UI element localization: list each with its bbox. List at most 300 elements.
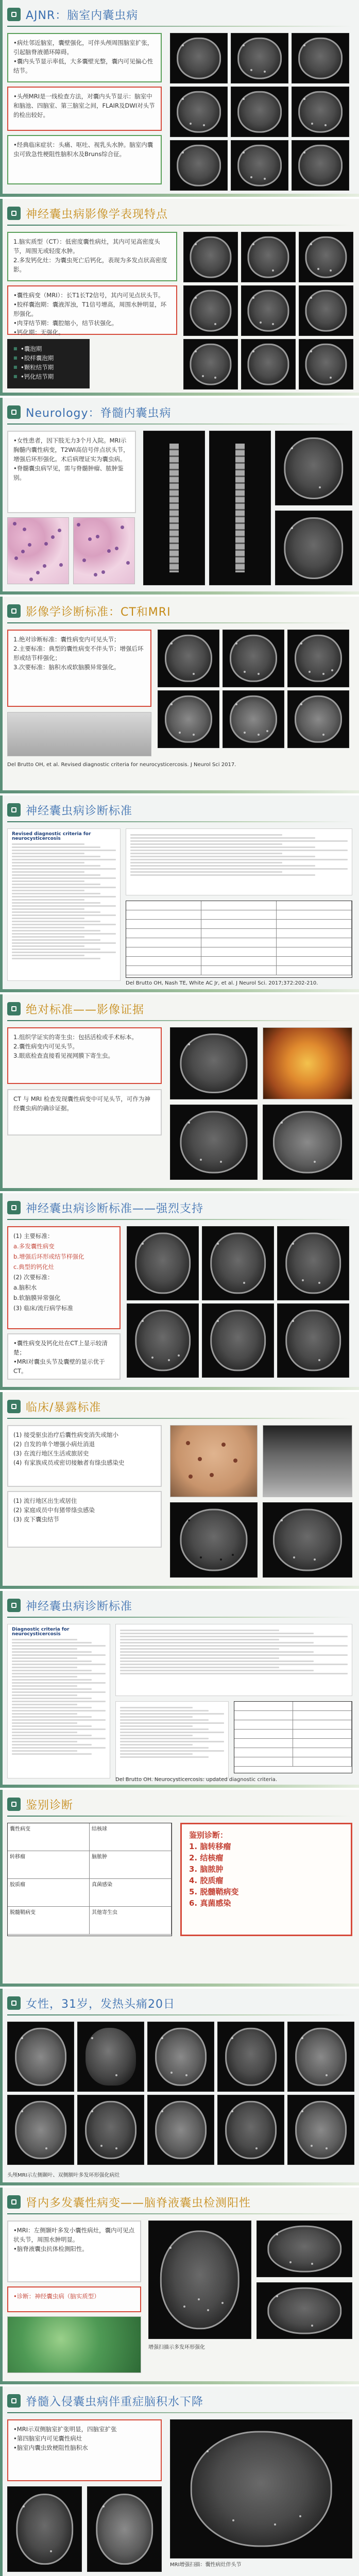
document-line [120,1719,209,1721]
table-cell [201,929,277,938]
document-line [12,1645,106,1647]
title-underline [7,2412,352,2413]
document-line [130,868,348,870]
slide-title-icon [7,207,21,220]
slide-title: 影像学诊断标准：CT和MRI [26,605,171,619]
lesion-mark [220,1558,222,1561]
brain-slice [177,145,221,187]
table-cell: 脑脓肿 [90,1851,172,1878]
lesion-mark [266,730,268,732]
case-caption: 头颅MRI示左侧颞叶、双侧额叶多发环形强化病灶 [7,2173,120,2178]
document-line [120,1664,348,1665]
criteria-table [234,1701,352,1773]
title-underline [7,2014,352,2015]
cell-dot [77,523,80,527]
slide-accent-bottom [0,1586,359,1589]
slide-accent-bottom [0,591,359,595]
document-line [12,1741,77,1742]
document-line [12,1710,106,1711]
square-icon [11,1205,16,1210]
document-line [12,1707,92,1708]
document-line [12,884,100,885]
slide-title-bar [7,999,144,1018]
slide-title: 脊髓入侵囊虫病伴重症脑积水下降 [26,2395,204,2409]
document-line [130,834,282,836]
slide-title-icon [7,1996,21,2010]
brain-slice [230,635,277,682]
lesion-mark [235,642,237,645]
document-line [120,1660,314,1662]
nodule-dot [198,1457,202,1461]
slide-11 [0,1989,359,2188]
table-cell [277,901,352,910]
cell-dot [36,571,40,574]
mri-scan [7,2022,74,2092]
slide-accent-bottom [0,1785,359,1788]
slide-2 [0,199,359,398]
histology-image [7,2316,141,2373]
slide-title-bar [7,602,171,620]
cell-dot [88,537,92,541]
text-box-2: •诊断：神经囊虫病（脑实质型） [7,2286,141,2312]
brain-slice [284,517,343,579]
cell-dot [43,564,46,568]
table-cell [293,1739,352,1748]
document-line [12,1722,77,1724]
slide-6 [0,994,359,1193]
document-line [12,1667,77,1668]
document-line [120,1673,348,1674]
lesion-mark [207,2309,209,2311]
slide-accent-left [0,1591,3,1788]
slide-title: 神经囊虫病诊断标准 [26,804,133,818]
document-line [120,1633,314,1634]
lesion-mark [45,2147,47,2149]
document-line [12,846,100,848]
square-icon [11,410,16,415]
slide-accent-bottom [0,1984,359,1987]
criteria-item: (3) 临床/流行病学标准 [13,1304,73,1312]
brain-slice [96,2494,153,2565]
document-line [12,955,84,956]
document-line [12,893,100,894]
square-icon [11,807,16,812]
brain-slice [180,1111,247,1174]
lesion-mark [258,673,260,675]
document-line [12,877,116,879]
citation: Del Brutto OH, et al. Revised diagnostic criteria for neurocysticercosis. J Neurol Sci 2017. [7,762,236,768]
square-icon [11,2398,16,2403]
slide-title-icon [7,2394,21,2408]
mri-scan [292,140,349,191]
lesion-mark [115,2074,117,2076]
square-icon [11,2001,16,2006]
document-line [12,924,116,925]
lesion-mark [178,1354,180,1357]
nodule-dot [189,1475,193,1479]
document-line [12,942,116,944]
slide-title-bar [7,1397,101,1416]
title-underline [7,225,352,226]
brain-slice [295,696,342,743]
document-line [120,1654,348,1656]
table-cell [234,1748,293,1757]
document-line [12,1728,106,1730]
mri-scan [241,285,296,336]
slide-title: Neurology：脊髓内囊虫病 [26,406,172,420]
text-box-3: •经典临床症状：头痛、呕吐、视乳头水肿。脑室内囊虫可致急性梗阻性脑积水及Bruns综合征。 [7,135,162,184]
brain-slice [210,1310,266,1371]
document-line [12,1673,106,1674]
table-row [126,901,352,910]
document-line [12,865,100,867]
brain-slice [135,1310,191,1371]
brain-slice [298,91,343,133]
brain-slice [16,2494,74,2565]
document-line [120,1630,279,1631]
mri-scan [183,339,238,389]
slide-accent-bottom [0,989,359,992]
cell-dot [29,578,33,581]
document-line [120,1750,224,1752]
document-page [7,1624,110,1778]
lesion-mark [258,734,260,736]
table-cell [126,929,201,938]
slide-accent-left [0,2386,3,2576]
text-box-1: •MRI：左侧颞叶多发小囊性病灶，囊内可见点状头节，周围水肿明显。 •脑脊液囊虫抗体检测阳性。 [7,2221,141,2282]
table-cell [293,1702,352,1710]
document-line [12,859,116,860]
lesion-mark [318,1282,320,1284]
document-line [12,1732,77,1733]
differential-list: 鉴别诊断： 1. 脑转移瘤 2. 结核瘤 3. 脑脓肿 4. 胶质瘤 5. 脱髓鞘病变 6. 真菌感染 [180,1823,352,1936]
document-line [12,874,100,876]
mri-scan [299,285,353,336]
brain-slice [165,696,212,743]
criteria-item: a.多发囊性病变 [13,1243,55,1250]
table-row [234,1730,352,1739]
xray-image [263,1425,352,1497]
text-box-1: •病灶邻近脑室，囊壁强化，可伴头颅周围脑室扩张，引起脑脊液循环障碍。 •囊内头节显示率低，大多囊壁光整，囊内可见偏心性结节。 [7,33,162,82]
spine-image [169,444,179,572]
slide-title-bar [7,1994,175,2012]
text-box-1: 1.组织学证实的寄生虫：包括活检或手术标本。 2.囊性病变内可见头节。 3.眼底检查直接看见视网膜下寄生虫。 [7,1027,162,1084]
lesion-mark [310,297,312,299]
brain-slice [247,344,289,385]
table-cell [277,966,352,975]
lesion-mark [200,1556,202,1558]
slide-5 [0,795,359,994]
criteria-item: (1) 主要标准： [13,1232,54,1240]
document-line [12,1657,77,1659]
table-cell [293,1748,352,1757]
document-line [12,890,84,891]
document-line [12,1735,92,1736]
brain-slice [177,91,221,133]
image-caption: MRI增强扫描：囊性病灶伴头节 [170,2562,242,2568]
document-line [12,1688,92,1690]
mri-scan [183,232,238,282]
table-row [126,929,352,938]
criteria-item: a.脑积水 [13,1284,37,1291]
brain-slice [155,2028,207,2086]
table-cell [277,910,352,919]
lesion-mark [193,673,195,675]
table-row [8,1879,172,1907]
cell-dot [59,563,63,567]
table-cell: 囊性病变 [8,1823,90,1851]
document-line [130,837,315,839]
table-cell [277,920,352,928]
lesion-mark [314,1161,316,1163]
slide-1 [0,0,359,199]
table-row [8,1823,172,1851]
lesion-mark [331,669,333,671]
text-box-1: •MRI示双侧脑室扩张明显，四脑室扩张 •第四脑室内可见囊性病灶 •脑室内囊虫致梗阻性脑积水 [7,2419,162,2481]
document-line [120,1732,224,1733]
table-cell [126,947,201,956]
cell-dot [44,542,48,546]
document-line [12,1639,77,1640]
text-box-2: •头颅MRI是一线检查方法，对囊内头节显示：脑室中和脑池、四脑室、第三脑室之间，FLAIR及DWI对头节的检出较好。 [7,87,162,131]
document-line [130,871,282,873]
document-line [120,1667,279,1668]
lesion-mark [203,124,205,126]
table-cell [201,910,277,919]
title-underline [7,821,352,822]
slide-title-bar [7,801,132,819]
lesion-mark [310,243,312,245]
document-line [130,874,315,876]
document-line [12,899,84,901]
slide-title: AJNR：脑室内囊虫病 [26,9,139,22]
brain-slice [190,236,231,278]
document-line [120,1657,279,1659]
table-row [8,1907,172,1935]
document-line [130,846,315,848]
mri-scan [202,1303,274,1378]
brain-slice [273,1509,342,1571]
lesion-mark [185,2074,187,2076]
document-line [12,1738,106,1739]
lesion-mark [264,178,266,180]
mri-scan [241,339,296,389]
lesion-mark [235,703,237,705]
document-line [130,862,282,863]
brain-slice [155,2101,207,2159]
brain-slice [225,2101,277,2159]
brain-slice [135,1232,191,1294]
mri-scan [209,431,271,585]
slide-accent-bottom [0,2182,359,2185]
document-line [130,853,282,854]
slide-13 [0,2386,359,2576]
lesion-mark [221,2302,224,2304]
document-line [120,1651,314,1653]
document-line [12,896,116,897]
document-line [12,948,100,950]
table-cell: 其他寄生虫 [90,1907,172,1934]
document-line [12,958,100,959]
mri-scan [277,1303,349,1378]
brain-slice [305,290,347,332]
table-row [234,1720,352,1730]
document-line [12,1676,77,1677]
lesion-mark [142,1243,144,1245]
lesion-mark [115,2147,117,2149]
mri-scan [257,2282,352,2339]
document-line [120,1648,279,1650]
slide-title-icon [7,1002,21,1015]
slide-accent-left [0,2188,3,2384]
lesion-mark [23,2505,25,2507]
text-box-1: (1) 接受驱虫治疗后囊性病变消失或缩小 (2) 自发的单个增强小病灶消退 (3) 在流行地区生活或旅居史 (4) 有家族成员或密切接触者有绦虫感染史 [7,1425,162,1487]
slide-title-icon [7,803,21,817]
slide-title-icon [7,2195,21,2209]
table-cell [234,1739,293,1748]
slide-accent-left [0,1790,3,1987]
mri-scan [217,2022,284,2092]
cell-dot [51,535,55,539]
lesion-mark [217,1320,219,1322]
criteria-list [7,1226,121,1329]
slide-title: 神经囊虫病诊断标准 [26,1600,133,1613]
lesion-mark [252,243,254,245]
brain-slice [191,2431,332,2547]
document-line [120,1728,209,1730]
slide-accent-left [0,398,3,595]
document-line [12,862,84,863]
document-line [130,850,348,851]
mri-scan [170,140,228,191]
slide-title-icon [7,604,21,618]
brain-slice [305,236,347,278]
slide-title-icon [7,405,21,419]
mri-scan [299,339,353,389]
brain-slice [190,290,231,332]
table-row [234,1739,352,1748]
table-cell: 脱髓鞘病变 [8,1907,90,1934]
stage-list [7,339,90,388]
table-cell [201,957,277,965]
text-box-2: •囊性病变及钙化灶在CT上显示较清楚； •MRI对囊虫头节及囊壁的显示优于CT。 [7,1333,121,1380]
slide-10 [0,1790,359,1989]
mri-scan [170,87,228,137]
citation: Del Brutto OH, Nash TE, White AC Jr, et al. J Neurol Sci. 2017;372:202-210. [126,980,318,986]
cell-dot [58,529,61,532]
text-box-2: CT 与 MRI 检查发现囊性病变中可见头节，可作为神经囊虫病的确诊证据。 [7,1089,162,1136]
document-line [120,1735,193,1736]
document-line [120,1747,209,1749]
lesion-mark [314,1558,316,1561]
document-line [130,859,348,860]
lesion-mark [168,1359,170,1361]
lesion-mark [170,642,173,645]
title-underline [7,622,352,623]
lesion-mark [299,2515,301,2517]
document-line [12,1694,77,1696]
lesion-mark [102,2505,105,2507]
document-line [12,1747,106,1749]
table-row [234,1757,352,1767]
lesion-mark [289,2261,292,2263]
square-icon [11,211,16,216]
document-line [12,930,100,931]
slide-title: 鉴别诊断 [26,1799,74,1812]
lesion-mark [188,1519,190,1521]
document-line [12,1716,92,1718]
document-line [12,1725,92,1727]
document-line [120,1670,314,1671]
square-icon [11,2199,16,2205]
document-line [12,1744,92,1745]
lesion-mark [195,297,197,299]
table-row [234,1711,352,1720]
histology-image [7,517,69,584]
mri-scan [77,2095,144,2165]
mri-scan [231,140,288,191]
document-line [12,914,116,916]
document-line [120,1713,224,1715]
table-cell [277,929,352,938]
document-line [12,1670,92,1671]
mri-scan [292,33,349,83]
brain-slice [237,145,282,187]
document-line [12,1698,92,1699]
document-line [120,1756,209,1758]
slide-accent-bottom [0,2381,359,2384]
mri-scan [170,1105,258,1180]
document-line [12,1654,106,1656]
mri-scan [231,33,288,83]
document-line [12,1682,106,1684]
mri-scan [231,87,288,137]
table-cell [234,1702,293,1710]
document-line [120,1738,209,1739]
spine-image [235,444,245,572]
brain-slice [210,1232,266,1294]
slide-title-bar [7,1198,203,1217]
table-cell [201,938,277,947]
document-line [12,1750,77,1752]
fundus-image [263,1027,352,1099]
document-line [12,1664,106,1665]
brain-slice [160,2230,240,2329]
document-line [130,843,282,845]
cell-dot [13,522,16,526]
document-line [12,856,100,857]
criteria-item: c.典型的钙化灶 [13,1263,54,1270]
table-cell [234,1711,293,1720]
brain-slice [237,38,282,79]
mri-scan [170,1502,258,1578]
table-row [8,1851,172,1879]
table-cell [293,1757,352,1766]
table-cell [126,957,201,965]
lesion-mark [311,2263,313,2265]
document-line [12,908,84,910]
document-line [12,1713,77,1715]
table-cell [126,938,201,947]
table-row [234,1702,352,1711]
document-line [12,905,116,907]
cell-dot [23,528,26,531]
slide-3 [0,398,359,597]
table-row [234,1748,352,1757]
brain-slice [273,1111,342,1174]
mri-scan [287,630,349,687]
document-line [12,918,84,919]
